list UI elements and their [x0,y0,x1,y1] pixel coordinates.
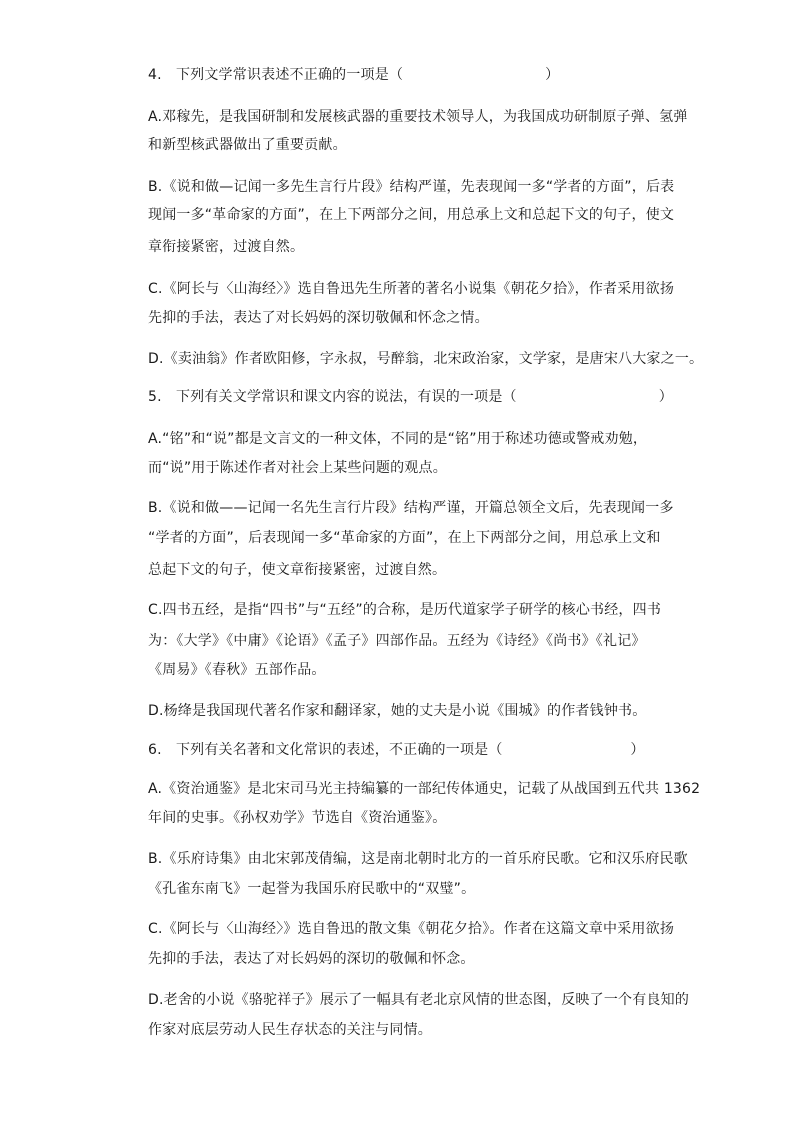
question-5-stem: 5. 下列有关文学常识和课文内容的说法，有误的一项是（ ） [148,389,673,405]
question-4-option-b-line-1: B.《说和做—记闻一多先生言行片段》结构严谨，先表现闻一多“学者的方面”，后表 [148,179,675,195]
question-6-option-b-line-1: B.《乐府诗集》由北宋郭茂倩编，这是南北朝时北方的一首乐府民歌。它和汉乐府民歌 [148,851,688,867]
question-6-option-c-line-2: 先抑的手法，表达了对长妈妈的深切的敬佩和怀念。 [148,951,475,967]
question-6-stem: 6. 下列有关名著和文化常识的表述，不正确的一项是（ ） [148,742,645,758]
question-6-option-a-line-2: 年间的史事。《孙权劝学》节选自《资治通鉴》。 [148,810,447,826]
question-4-option-a-line-1: A.邓稼先，是我国研制和发展核武器的重要技术领导人，为我国成功研制原子弹、氢弹 [148,109,688,125]
question-5-option-a-line-2: 而“说”用于陈述作者对社会上某些问题的观点。 [148,460,447,476]
question-6-option-d-line-2: 作家对底层劳动人民生存状态的关注与同情。 [148,1022,432,1038]
question-6-option-c-line-1: C.《阿长与〈山海经〉》选自鲁迅的散文集《朝花夕拾》。作者在这篇文章中采用欲扬 [148,921,675,937]
question-6-option-b-line-2: 《孔雀东南飞》一起誉为我国乐府民歌中的“双璧”。 [148,881,476,897]
question-4-option-a-line-2: 和新型核武器做出了重要贡献。 [148,137,347,153]
question-4-option-b-line-2: 现闻一多“革命家的方面”，在上下两部分之间，用总承上文和总起下文的句子，使文 [148,207,675,223]
question-5-option-b-line-3: 总起下文的句子，使文章衔接紧密，过渡自然。 [148,562,447,578]
question-4-stem: 4. 下列文学常识表述不正确的一项是（ ） [148,67,560,83]
question-5-option-c-line-3: 《周易》《春秋》五部作品。 [148,662,326,678]
question-4-option-d-line-1: D.《卖油翁》作者欧阳修，字永叔，号醉翁，北宋政治家，文学家，是唐宋八大家之一。 [148,351,704,367]
question-5-option-b-line-2: “学者的方面”，后表现闻一多“革命家的方面”，在上下两部分之间，用总承上文和 [148,530,661,546]
question-5-option-c-line-2: 为：《大学》《中庸》《论语》《孟子》四部作品。五经为《诗经》《尚书》《礼记》 [148,633,646,649]
question-4-option-c-line-1: C.《阿长与〈山海经〉》选自鲁迅先生所著的著名小说集《朝花夕拾》，作者采用欲扬 [148,281,675,297]
question-5-option-c-line-1: C.四书五经，是指“四书”与“五经”的合称，是历代道家学子研学的核心书经，四书 [148,602,662,618]
question-4-option-b-line-3: 章衔接紧密，过渡自然。 [148,239,305,255]
question-6-option-a-line-1: A.《资治通鉴》是北宋司马光主持编纂的一部纪传体通史，记载了从战国到五代共 1362 [148,781,701,797]
question-5-option-b-line-1: B.《说和做——记闻一名先生言行片段》结构严谨，开篇总领全文后，先表现闻一多 [148,500,674,516]
question-5-option-a-line-1: A.“铭”和“说”都是文言文的一种文体，不同的是“铭”用于称述功德或警戒劝勉， [148,431,648,447]
question-5-option-d-line-1: D.杨绛是我国现代著名作家和翻译家，她的丈夫是小说《围城》的作者钱钟书。 [148,703,647,719]
question-4-option-c-line-2: 先抑的手法，表达了对长妈妈的深切敬佩和怀念之情。 [148,310,489,326]
question-6-option-d-line-1: D.老舍的小说《骆驼祥子》展示了一幅具有老北京风情的世态图，反映了一个有良知的 [148,992,690,1008]
